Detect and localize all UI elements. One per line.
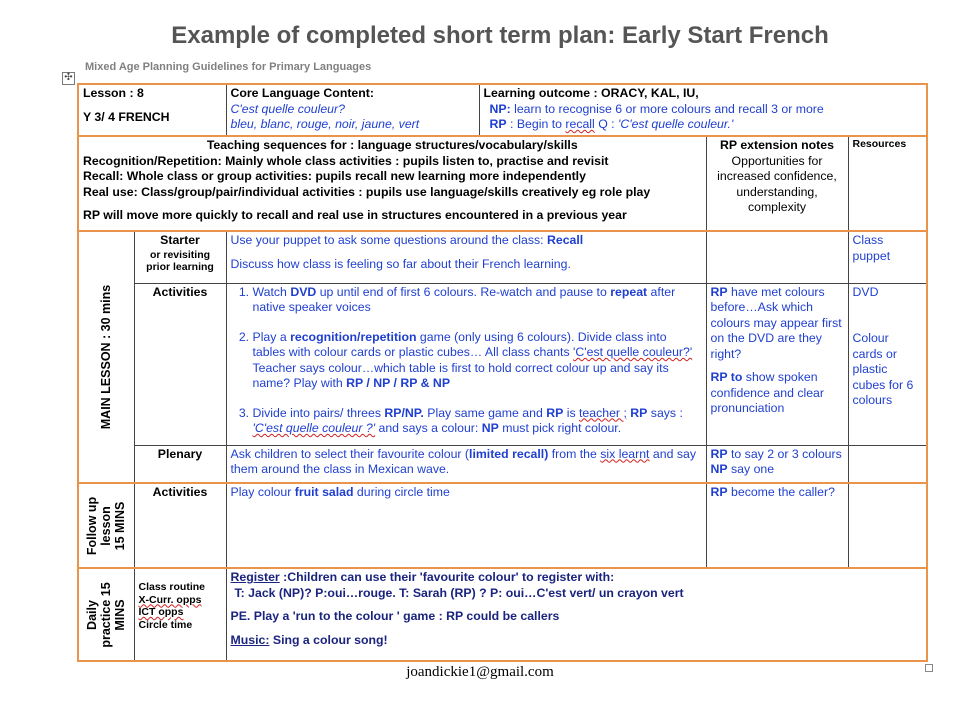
starter-sub1: or revisiting [149,248,211,261]
recognition-line: Recognition/Repetition: Mainly whole class activities : pupils listen to, practise and revisit [83,153,609,168]
real-use-line: Real use: Class/group/pair/individual activities : pupils use language/skills creatively eg role play [83,184,651,199]
lesson-cell [78,84,226,136]
follow-up-resource-cell [848,483,927,568]
follow-up-activities-cell [134,483,226,568]
daily-label-cell [78,568,134,661]
daily-sub-ict: ICT opps [138,606,184,618]
resources-heading-cell [848,136,927,231]
plenary-resource-cell [848,445,927,483]
register-dialog: T: Jack (NP)? P:oui…rouge. T: Sarah (RP) ? P: oui…C'est vert/ un crayon vert [234,585,684,600]
activities-rp-note-1: RP have met colours before…Ask which colours may appear first on the DVD are they right? [710,284,842,361]
music-line: Music: Sing a colour song! [230,632,388,647]
starter-row [78,231,927,283]
teaching-sequence-cell [78,136,706,231]
main-lesson-label: MAIN LESSON : 30 mins [99,284,114,430]
activity-item-1: 1. Watch DVD up until end of first 6 colours. Re-watch and pause to repeat after native speaker voices [253,285,702,316]
activities-rp-note-2: RP to show spoken confidence and clear pronunciation [710,370,824,415]
follow-up-text: Play colour fruit salad during circle time [230,485,450,499]
follow-up-rp-note: RP become the caller? [710,485,835,499]
follow-up-label: Follow up lesson 15 MINS [85,496,128,555]
activity-item-2: 2. Play a recognition/repetition game (only using 6 colours). Divide class into tables with colour cards or plastic cubes… All class chants 'C'est quelle couleur?' Teacher says colour…which table is first to hold correct colour up and say its name? Play with RP / NP / RP & NP [253,330,702,392]
daily-sub-xcurr: X-Curr. opps [138,593,202,606]
starter-sub2: prior learning [146,261,214,273]
activities-row [78,283,927,445]
lesson-class: Y 3/ 4 FRENCH [83,109,170,124]
starter-label: Starter [160,233,200,247]
move-cross-icon[interactable]: ✣ [62,72,75,85]
follow-up-label-cell [78,483,134,568]
activities-label-cell [134,283,226,445]
rp-outcome: RP : Begin to recall Q : 'C'est quelle couleur.' [489,117,734,131]
register-line: Register :Children can use their 'favourite colour' to register with: [230,570,615,584]
document-header: Mixed Age Planning Guidelines for Primary Languages [85,61,372,73]
starter-line2: Discuss how class is feeling so far about their French learning. [230,256,571,271]
daily-sub-class-routine: Class routine [138,581,206,593]
starter-line1: Use your puppet to ask some questions around the class: Recall [230,233,584,247]
core-language-line2: bleu, blanc, rouge, noir, jaune, vert [230,117,420,131]
recall-line: Recall: Whole class or group activities: pupils recall new learning more independently [83,169,586,183]
starter-rp-cell [706,231,848,283]
lesson-plan-table [77,83,928,662]
starter-resource: Class puppet [852,233,891,263]
rp-extension-text: Opportunities for increased confidence, understanding, complexity [717,153,837,214]
lesson-header-row [78,84,927,136]
daily-practice-row [78,568,927,661]
resources-heading: Resources [852,138,907,150]
activities-resource-cell [848,283,927,445]
plenary-rp-cell [706,445,848,483]
daily-sub-circle: Circle time [138,618,193,631]
plenary-text: Ask children to select their favourite colour (limited recall) from the six learnt and say them around the class in Mexican wave. [230,446,696,476]
starter-content-cell [226,231,706,283]
activities-rp-cell [706,283,848,445]
follow-up-rp-cell [706,483,848,568]
plenary-row [78,445,927,483]
plenary-label: Plenary [157,446,203,461]
daily-content-cell [226,568,927,661]
core-language-heading: Core Language Content: [230,86,374,100]
rp-teaching-note: RP will move more quickly to recall and real use in structures encountered in a previous year [83,208,627,222]
activities-content-cell [226,283,706,445]
follow-up-activities-label: Activities [152,485,208,499]
starter-label-cell [134,231,226,283]
learning-outcome-heading: Learning outcome : ORACY, KAL, IU, [483,86,699,100]
footer-email: joandickie1@gmail.com [406,664,554,680]
core-language-line1: C'est quelle couleur? [230,101,345,116]
activities-resource-1: DVD [852,284,879,299]
activities-list [231,285,702,437]
rp-extension-cell [706,136,848,231]
daily-practice-label: Daily practice 15 MINS [85,581,128,648]
follow-up-content-cell [226,483,706,568]
starter-resource-cell [848,231,927,283]
core-language-cell [226,84,479,136]
pe-line: PE. Play a 'run to the colour ' game : RP could be callers [230,609,560,623]
np-outcome: NP: learn to recognise 6 or more colours and recall 3 or more [489,101,824,116]
learning-outcome-cell [479,84,927,136]
teaching-sequence-row [78,136,927,231]
main-lesson-label-cell [78,231,134,483]
activities-label: Activities [152,284,208,299]
plenary-content-cell [226,445,706,483]
activity-item-3: 3. Divide into pairs/ threes RP/NP. Play same game and RP is teacher ; RP says : 'C'est quelle couleur ?' and says a colour: NP must pick right colour. [253,406,702,437]
lesson-label: Lesson : 8 [83,86,144,100]
rp-extension-heading: RP extension notes [720,138,834,152]
activities-resource-2: Colour cards or plastic cubes for 6 colours [852,331,914,407]
daily-sub-cell [134,568,226,661]
follow-up-row [78,483,927,568]
plenary-rp-note: RP to say 2 or 3 colours NP say one [710,446,842,476]
teaching-heading: Teaching sequences for : language structures/vocabulary/skills [206,138,578,152]
plenary-label-cell [134,445,226,483]
slide-title: Example of completed short term plan: Early Start French [171,22,829,49]
